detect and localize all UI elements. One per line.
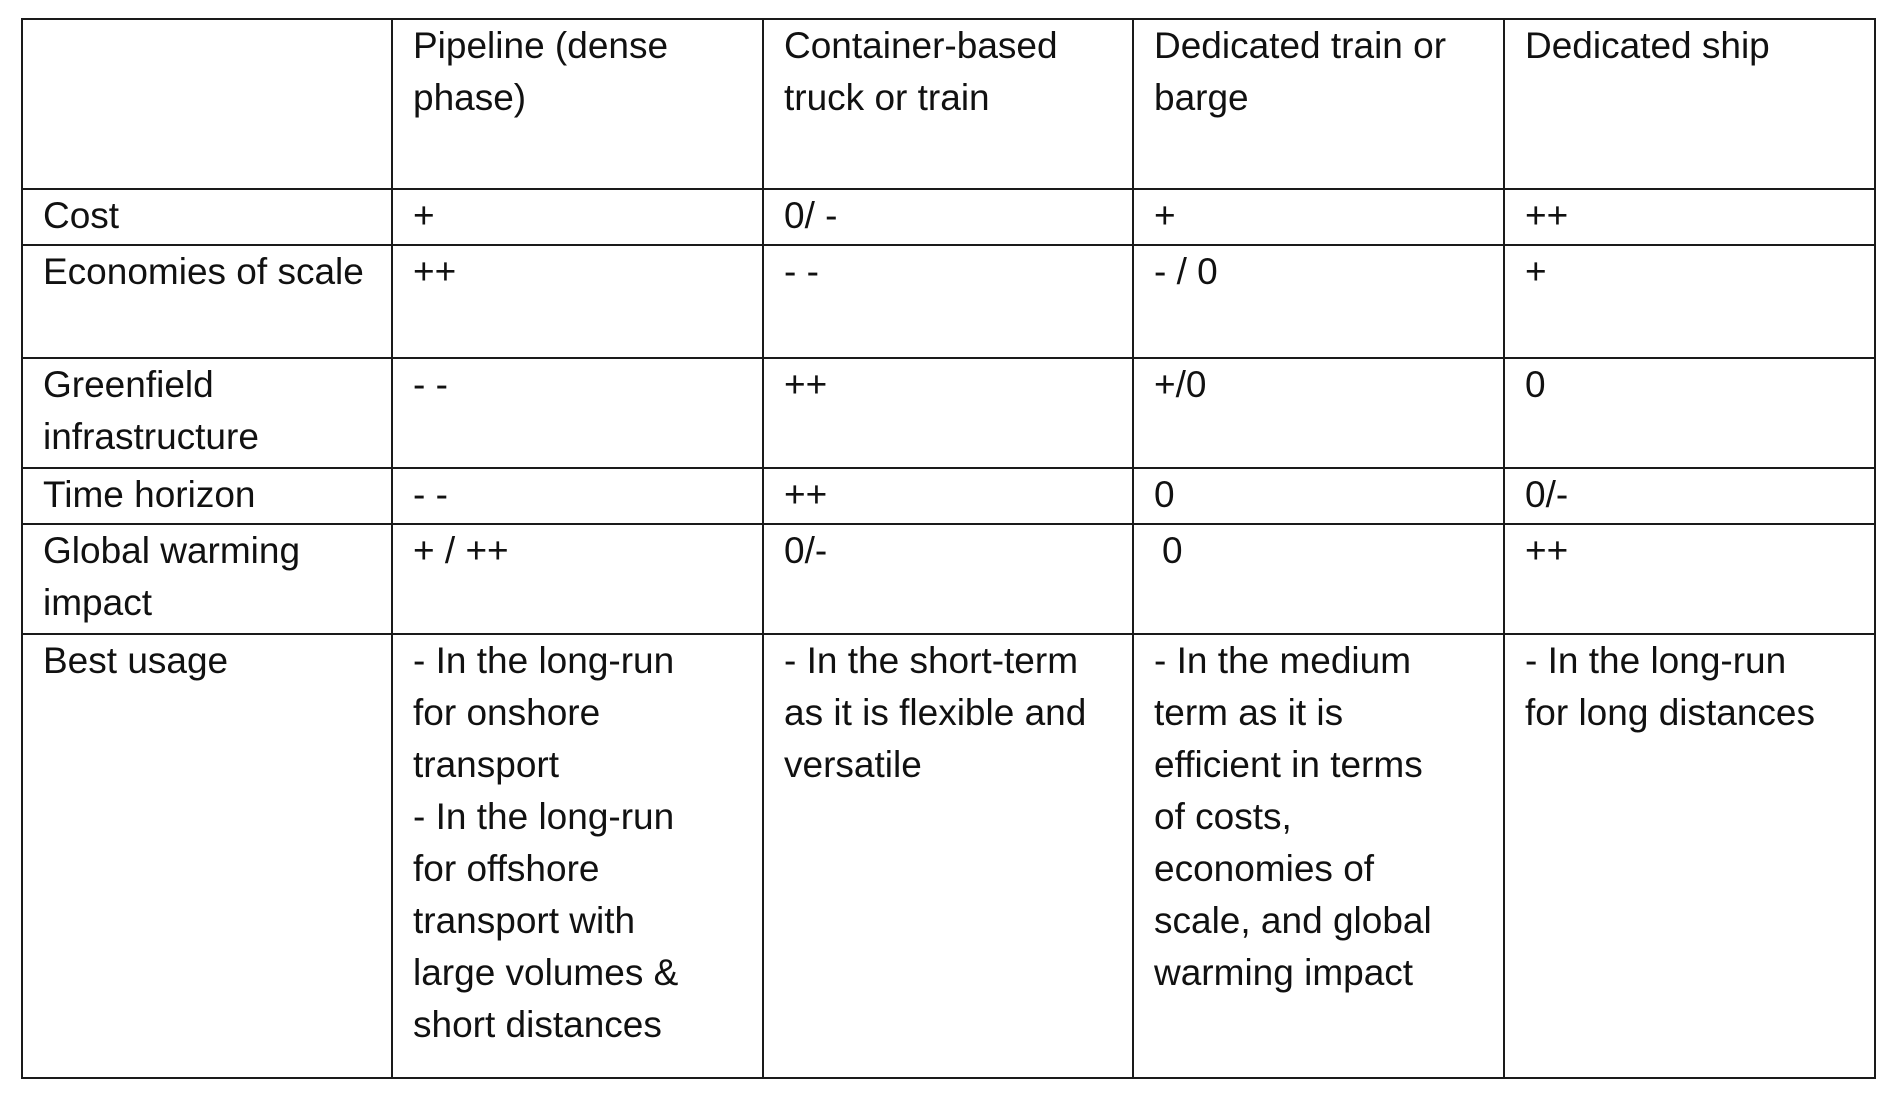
table-cell: + / ++ (392, 524, 763, 634)
table-cell: +/0 (1133, 358, 1504, 468)
table-cell: ++ (763, 358, 1133, 468)
table-cell: 0/- (1504, 468, 1875, 524)
header-cell-container: Container-based truck or train (763, 19, 1133, 189)
header-cell-ship: Dedicated ship (1504, 19, 1875, 189)
row-label-time-horizon: Time horizon (22, 468, 392, 524)
table-cell: 0/- (763, 524, 1133, 634)
table-cell: - In the medium term as it is efficient in terms of costs, economies of scale, and global warming impact (1133, 634, 1504, 1078)
header-cell-train-barge: Dedicated train or barge (1133, 19, 1504, 189)
table-cell: - / 0 (1133, 245, 1504, 358)
table-cell: - - (763, 245, 1133, 358)
row-label-best-usage: Best usage (22, 634, 392, 1078)
table-cell: - - (392, 358, 763, 468)
table-cell: 0 (1133, 468, 1504, 524)
table-cell: - In the long-run for long distances (1504, 634, 1875, 1078)
table-cell: + (392, 189, 763, 245)
table-row (22, 634, 1875, 1078)
table-row (22, 245, 1875, 358)
table-cell: 0 (1504, 358, 1875, 468)
table-cell: + (1133, 189, 1504, 245)
table-cell: - - (392, 468, 763, 524)
table-cell: ++ (392, 245, 763, 358)
row-label-economies-of-scale: Economies of scale (22, 245, 392, 358)
table-cell: - In the short-term as it is flexible and versatile (763, 634, 1133, 1078)
row-label-cost: Cost (22, 189, 392, 245)
table-row (22, 358, 1875, 468)
header-cell-empty (22, 19, 392, 189)
table-cell: 0/ - (763, 189, 1133, 245)
header-row (22, 19, 1875, 189)
table-cell: ++ (763, 468, 1133, 524)
table-cell: ++ (1504, 524, 1875, 634)
row-label-global-warming-impact: Global warming impact (22, 524, 392, 634)
table-cell: + (1504, 245, 1875, 358)
table-row (22, 524, 1875, 634)
header-cell-pipeline: Pipeline (dense phase) (392, 19, 763, 189)
table-cell: ++ (1504, 189, 1875, 245)
table-row (22, 189, 1875, 245)
row-label-greenfield-infrastructure: Greenfield infrastructure (22, 358, 392, 468)
table-cell: - In the long-run for onshore transport - In the long-run for offshore transport with large volumes & short distances (392, 634, 763, 1078)
table-row (22, 468, 1875, 524)
comparison-table (21, 18, 1876, 1079)
table-cell: 0 (1133, 524, 1504, 634)
